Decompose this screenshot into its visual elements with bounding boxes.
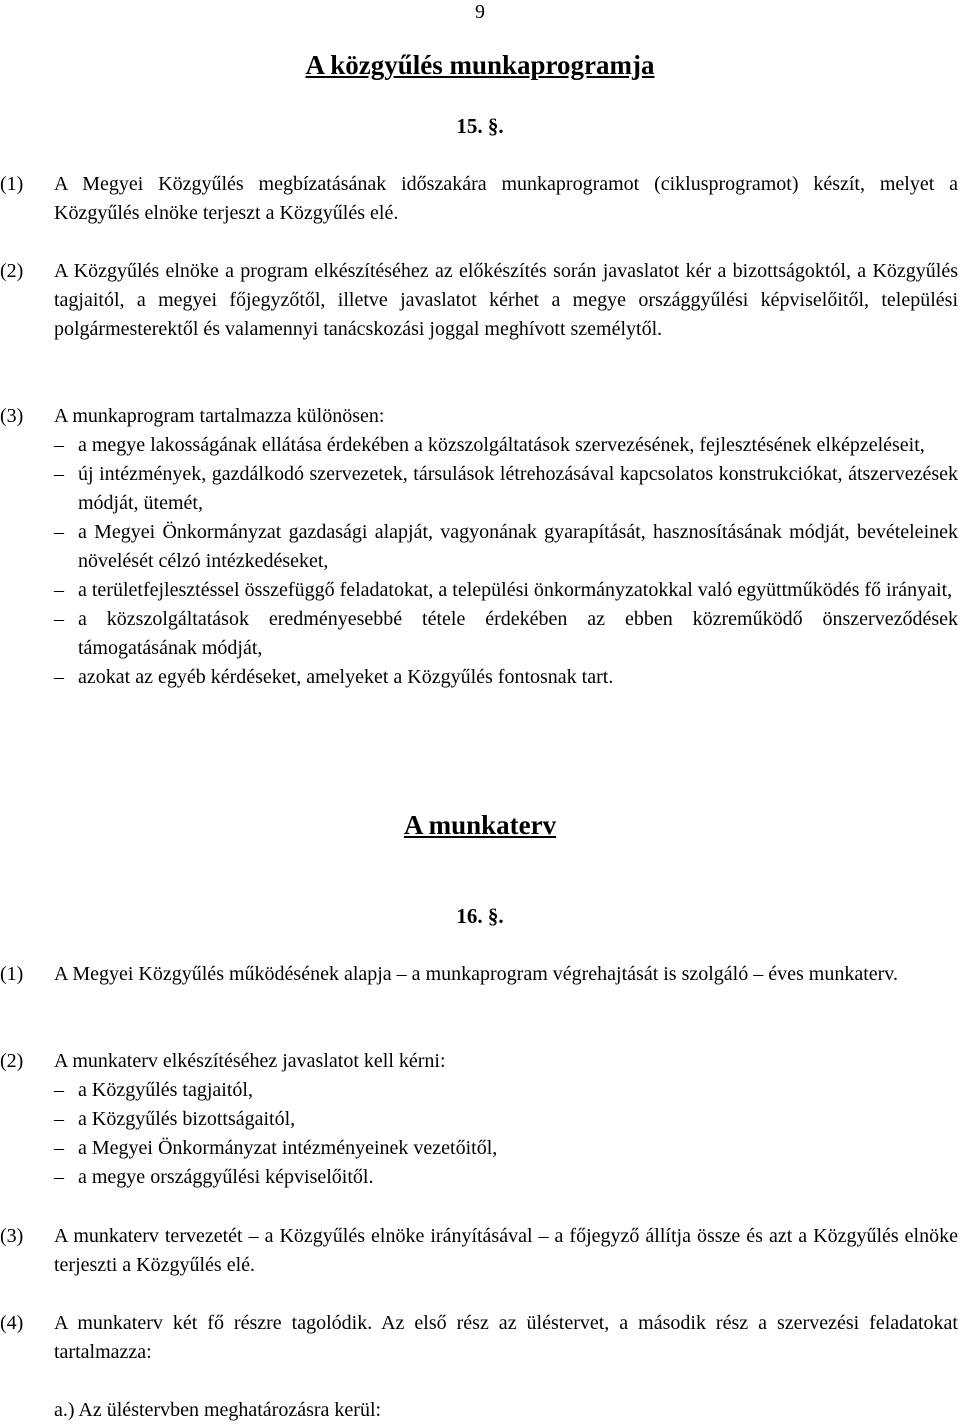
paragraph-16-4 [0, 1309, 958, 1367]
heading-munkaterv: A munkaterv [403, 810, 557, 840]
list-item: – a megye lakosságának ellátása érdekében a közszolgáltatások szervezésének, fejlesztésének elképzeléseit, [54, 431, 958, 460]
list-item: – a Közgyűlés bizottságaitól, [54, 1105, 958, 1134]
paragraph-text: A Megyei Közgyűlés működésének alapja – a munkaprogram végrehajtását is szolgáló – éves munkaterv. [54, 963, 899, 985]
paragraph-number: (1) [0, 963, 24, 985]
dash-bullet: – [54, 521, 64, 543]
dash-bullet: – [54, 608, 64, 630]
list-item: – a megye országgyűlési képviselőitől. [54, 1163, 958, 1192]
paragraph-16-1 [0, 960, 958, 989]
javaslat-list [54, 1076, 958, 1192]
paragraph-number: (3) [0, 1225, 24, 1247]
list-item: – a Megyei Önkormányzat intézményeinek vezetőitől, [54, 1134, 958, 1163]
list-item: – új intézmények, gazdálkodó szervezetek, társulások létrehozásával kapcsolatos konstrukciókat, átszervezések módját, ütemét, [54, 460, 958, 518]
paragraph-text: A munkaprogram tartalmazza különösen: [54, 405, 385, 427]
list-item: – a területfejlesztéssel összefüggő feladatokat, a települési önkormányzatokkal való együttműködés fő irányait, [54, 576, 958, 605]
dash-bullet: – [54, 434, 64, 456]
paragraph-16-3 [0, 1222, 958, 1280]
paragraph-number: (3) [0, 405, 24, 427]
paragraph-16-2 [0, 1047, 958, 1076]
list-item: – a Közgyűlés tagjaitól, [54, 1076, 958, 1105]
paragraph-number: (1) [0, 173, 24, 195]
paragraph-number: (2) [0, 260, 24, 282]
section-15: 15. §. [456, 114, 504, 138]
dash-bullet: – [54, 1166, 64, 1188]
paragraph-text: A Közgyűlés elnöke a program elkészítéséhez az előkészítés során javaslatot kér a bizottságoktól, a Közgyűlés tagjaitól, a megyei főjegyzőtől, illetve javaslatot kérhet a megye országgyűlési képviselőitől, települési polgármesterektől és valamennyi tanácskozási joggal meghívott személytől. [54, 260, 958, 340]
list-item: – a közszolgáltatások eredményesebbé tétele érdekében az ebben közreműködő önszerveződések támogatásának módját, [54, 605, 958, 663]
list-item: – a Megyei Önkormányzat gazdasági alapját, vagyonának gyarapítását, hasznosításának módját, bevételeinek növelését célzó intézkedéseket, [54, 518, 958, 576]
dash-bullet: – [54, 1108, 64, 1130]
heading-munkaprogram: A közgyűlés munkaprogramja [305, 50, 655, 80]
subsection-a: a.) Az üléstervben meghatározásra kerül: [54, 1399, 382, 1421]
dash-bullet: – [54, 1137, 64, 1159]
dash-bullet: – [54, 666, 64, 688]
paragraph-text: A Megyei Közgyűlés megbízatásának időszakára munkaprogramot (ciklusprogramot) készít, melyet a Közgyűlés elnöke terjeszt a Közgyűlés elé. [54, 173, 958, 224]
dash-bullet: – [54, 463, 64, 485]
paragraph-text: A munkaterv tervezetét – a Közgyűlés elnöke irányításával – a főjegyző állítja össze és azt a Közgyűlés elnöke terjeszti a Közgyűlés elé. [54, 1225, 958, 1276]
munkaprogram-list [54, 431, 958, 692]
list-item: – azokat az egyéb kérdéseket, amelyeket a Közgyűlés fontosnak tart. [54, 663, 958, 692]
paragraph-number: (2) [0, 1050, 24, 1072]
paragraph-number: (4) [0, 1312, 24, 1334]
dash-bullet: – [54, 579, 64, 601]
paragraph-15-2 [0, 257, 958, 344]
section-16: 16. §. [456, 904, 504, 928]
page-number: 9 [475, 1, 485, 23]
paragraph-15-3 [0, 402, 958, 431]
paragraph-text: A munkaterv két fő részre tagolódik. Az első rész az üléstervet, a második rész a szervezési feladatokat tartalmazza: [54, 1312, 958, 1363]
paragraph-15-1 [0, 170, 958, 228]
dash-bullet: – [54, 1079, 64, 1101]
paragraph-text: A munkaterv elkészítéséhez javaslatot kell kérni: [54, 1050, 446, 1072]
